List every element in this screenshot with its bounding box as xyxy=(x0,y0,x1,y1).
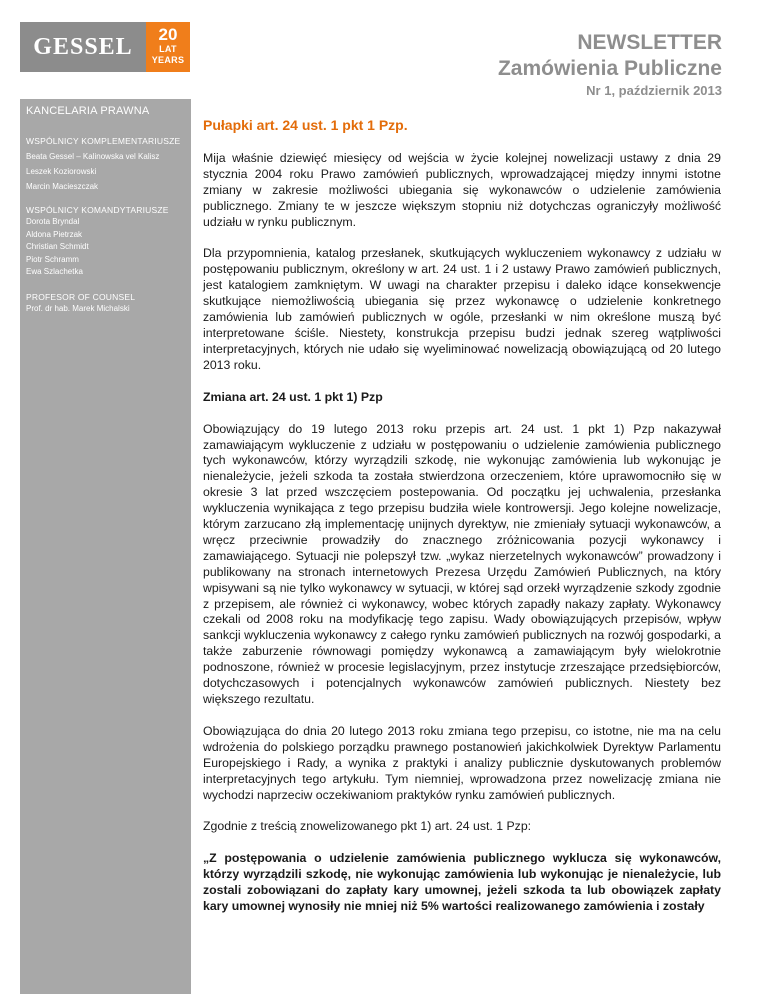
article xyxy=(203,118,721,931)
newsletter-subtitle: Zamówienia Publiczne xyxy=(497,57,722,80)
partner-name: Aldona Pietrzak xyxy=(26,229,83,239)
issue-number: Nr 1, październik 2013 xyxy=(586,83,722,98)
article-paragraph: Dla przypomnienia, katalog przesłanek, skutkujących wykluczeniem wykonawcy z udziału w postępowaniu publicznym, określony w art. 24 ust. 1 i 2 ustawy Prawo zamówień publicznych, jest katalogiem zamkniętym. W uwagi na charakter przepisu i daleko idące konsekwencje skutkujące niemożliwością ubiegania się przez wykonawcę o udzielenie konkretnego zamówienia lub zamówień publicznych w ogóle, przesłanki w nim określone muszą być interpretowane ściśle. Niestety, konstrukcja przepisu budzi jednak szereg wątpliwości interpretacyjnych, których nie udało się wyeliminować nowelizacją obowiązującą od 20 lutego 2013 roku. xyxy=(203,246,721,372)
article-quote: „Z postępowania o udzielenie zamówienia publicznego wyklucza się wykonawców, którzy wyrządzili szkodę, nie wykonując zamówienia lub wykonując je nienależycie, lub zostali zobowiązani do zapłaty kary umownej, jeżeli szkoda ta lub obowiązek zapłaty kary umownej wynosiły nie mniej niż 5% wartości realizowanego zamówienia i zostały xyxy=(203,851,721,914)
partner-name: Marcin Macieszczak xyxy=(26,182,99,191)
anniversary-badge xyxy=(146,22,190,72)
article-paragraph: Obowiązująca do dnia 20 lutego 2013 roku zmiana tego przepisu, co istotne, nie ma na celu wdrożenia do polskiego porządku prawnego postanowień jakichkolwiek Dyrektyw Parlamentu Europejskiego i Rady, a wynika z praktyki i analizy publicznie dyskutowanych problemów interpretacyjnych tego artykułu. Tym niemniej, wprowadzona przez nowelizację zmiana nie wychodzi naprzeciw oczekiwaniom praktyków rynku zamówień publicznych. xyxy=(203,723,721,802)
article-paragraph: Mija właśnie dziewięć miesięcy od wejścia w życie kolejnej nowelizacji ustawy z dnia 29 stycznia 2004 roku Prawo zamówień publicznych, wprowadzającej między innymi istotne zmiany w zakresie możliwości ubiegania się wykonawców o udzielenie zamówienia publicznego. Zmiany te w jeszcze większym stopniu niż dotychczas ograniczyły możliwość udziału w rynku publicznym. xyxy=(203,150,721,229)
gessel-logo xyxy=(20,22,146,72)
partner-name: Dorota Bryndal xyxy=(26,217,80,226)
newsletter-title: NEWSLETTER xyxy=(577,31,722,54)
firm-label: KANCELARIA PRAWNA xyxy=(26,105,150,117)
article-paragraph: Zgodnie z treścią znowelizowanego pkt 1) art. 24 ust. 1 Pzp: xyxy=(203,819,532,834)
partner-name: Christian Schmidt xyxy=(26,242,89,251)
logo-text: GESSEL xyxy=(33,33,133,60)
partner-name: Beata Gessel – Kalinowska vel Kalisz xyxy=(26,152,160,161)
counsel-heading: PROFESOR OF COUNSEL xyxy=(26,291,136,302)
anniversary-label-pl: LAT xyxy=(159,44,177,54)
komandytariusze-heading: WSPÓLNICY KOMANDYTARIUSZE xyxy=(26,205,169,215)
sidebar xyxy=(20,99,191,994)
counsel-section xyxy=(26,291,185,316)
komplementariusze-heading: WSPÓLNICY KOMPLEMENTARIUSZE xyxy=(26,136,181,146)
counsel-name: Prof. dr hab. Marek Michalski xyxy=(26,303,130,313)
article-subheading: Zmiana art. 24 ust. 1 pkt 1) Pzp xyxy=(203,389,383,404)
komandytariusze-section xyxy=(26,204,185,279)
partner-name: Ewa Szlachetka xyxy=(26,267,83,276)
anniversary-number: 20 xyxy=(158,25,178,44)
newsletter-heading xyxy=(498,30,722,82)
article-title: Pułapki art. 24 ust. 1 pkt 1 Pzp. xyxy=(203,117,408,133)
komplementariusze-section xyxy=(26,135,185,194)
partner-name: Piotr Schramm xyxy=(26,254,79,264)
partner-name: Leszek Koziorowski xyxy=(26,167,97,176)
article-paragraph: Obowiązujący do 19 lutego 2013 roku przepis art. 24 ust. 1 pkt 1) Pzp nakazywał zamawiającym wykluczenie z udziału w postępowaniu o udzielenie zamówienia publicznego tych wykonawców, którzy wyrządzili szkodę, nie wykonując zamówienia lub wykonując je nienależycie, jeżeli szkoda ta została stwierdzona orzeczeniem, które uprawomocniło się w okresie 3 lat przed wszczęciem postepowania. Od początku jej uchwalenia, przesłanka wykluczenia wynikająca z tego przepisu budziła wiele kontrowersji. Jego kolejne nowelizacje, którym zarzucano złą implementację unijnych dyrektyw, nie zmieniały sytuacji wykonawców, a wręcz przeciwnie prowadziły do znacznego zróżnicowania pozycji wykonawcy i zamawiającego. Sytuacji nie polepszył tzw. „wykaz nierzetelnych wykonawców” prowadzony i publikowany na stronach internetowych Prezesa Urzędu Zamówień Publicznych, na który wpisywani są nie tylko wykonawcy w sytuacji, w której sąd orzekł wyrządzenie szkody zgodnie z przepisem, ale również ci wykonawcy, wobec których zapadły nakazy zapłaty. Wykonawcy czekali od 2008 roku na modyfikację tego zapisu. Wady obowiązujących przepisów, wpływ sankcji wykluczenia wykonawcy z całego rynku zamówień publicznych na rozwój gospodarki, a także zaburzenie równowagi pomiędzy wykonawcą a zamawiającym były wielokrotnie podnoszone, również w procesie legislacyjnym, przez instytucje zrzeszające przedsiębiorców, dotychczasowych i potencjalnych wykonawców zamówień publicznych. Niestety bez większego rezultatu. xyxy=(203,421,721,706)
anniversary-label-en: YEARS xyxy=(151,55,185,65)
